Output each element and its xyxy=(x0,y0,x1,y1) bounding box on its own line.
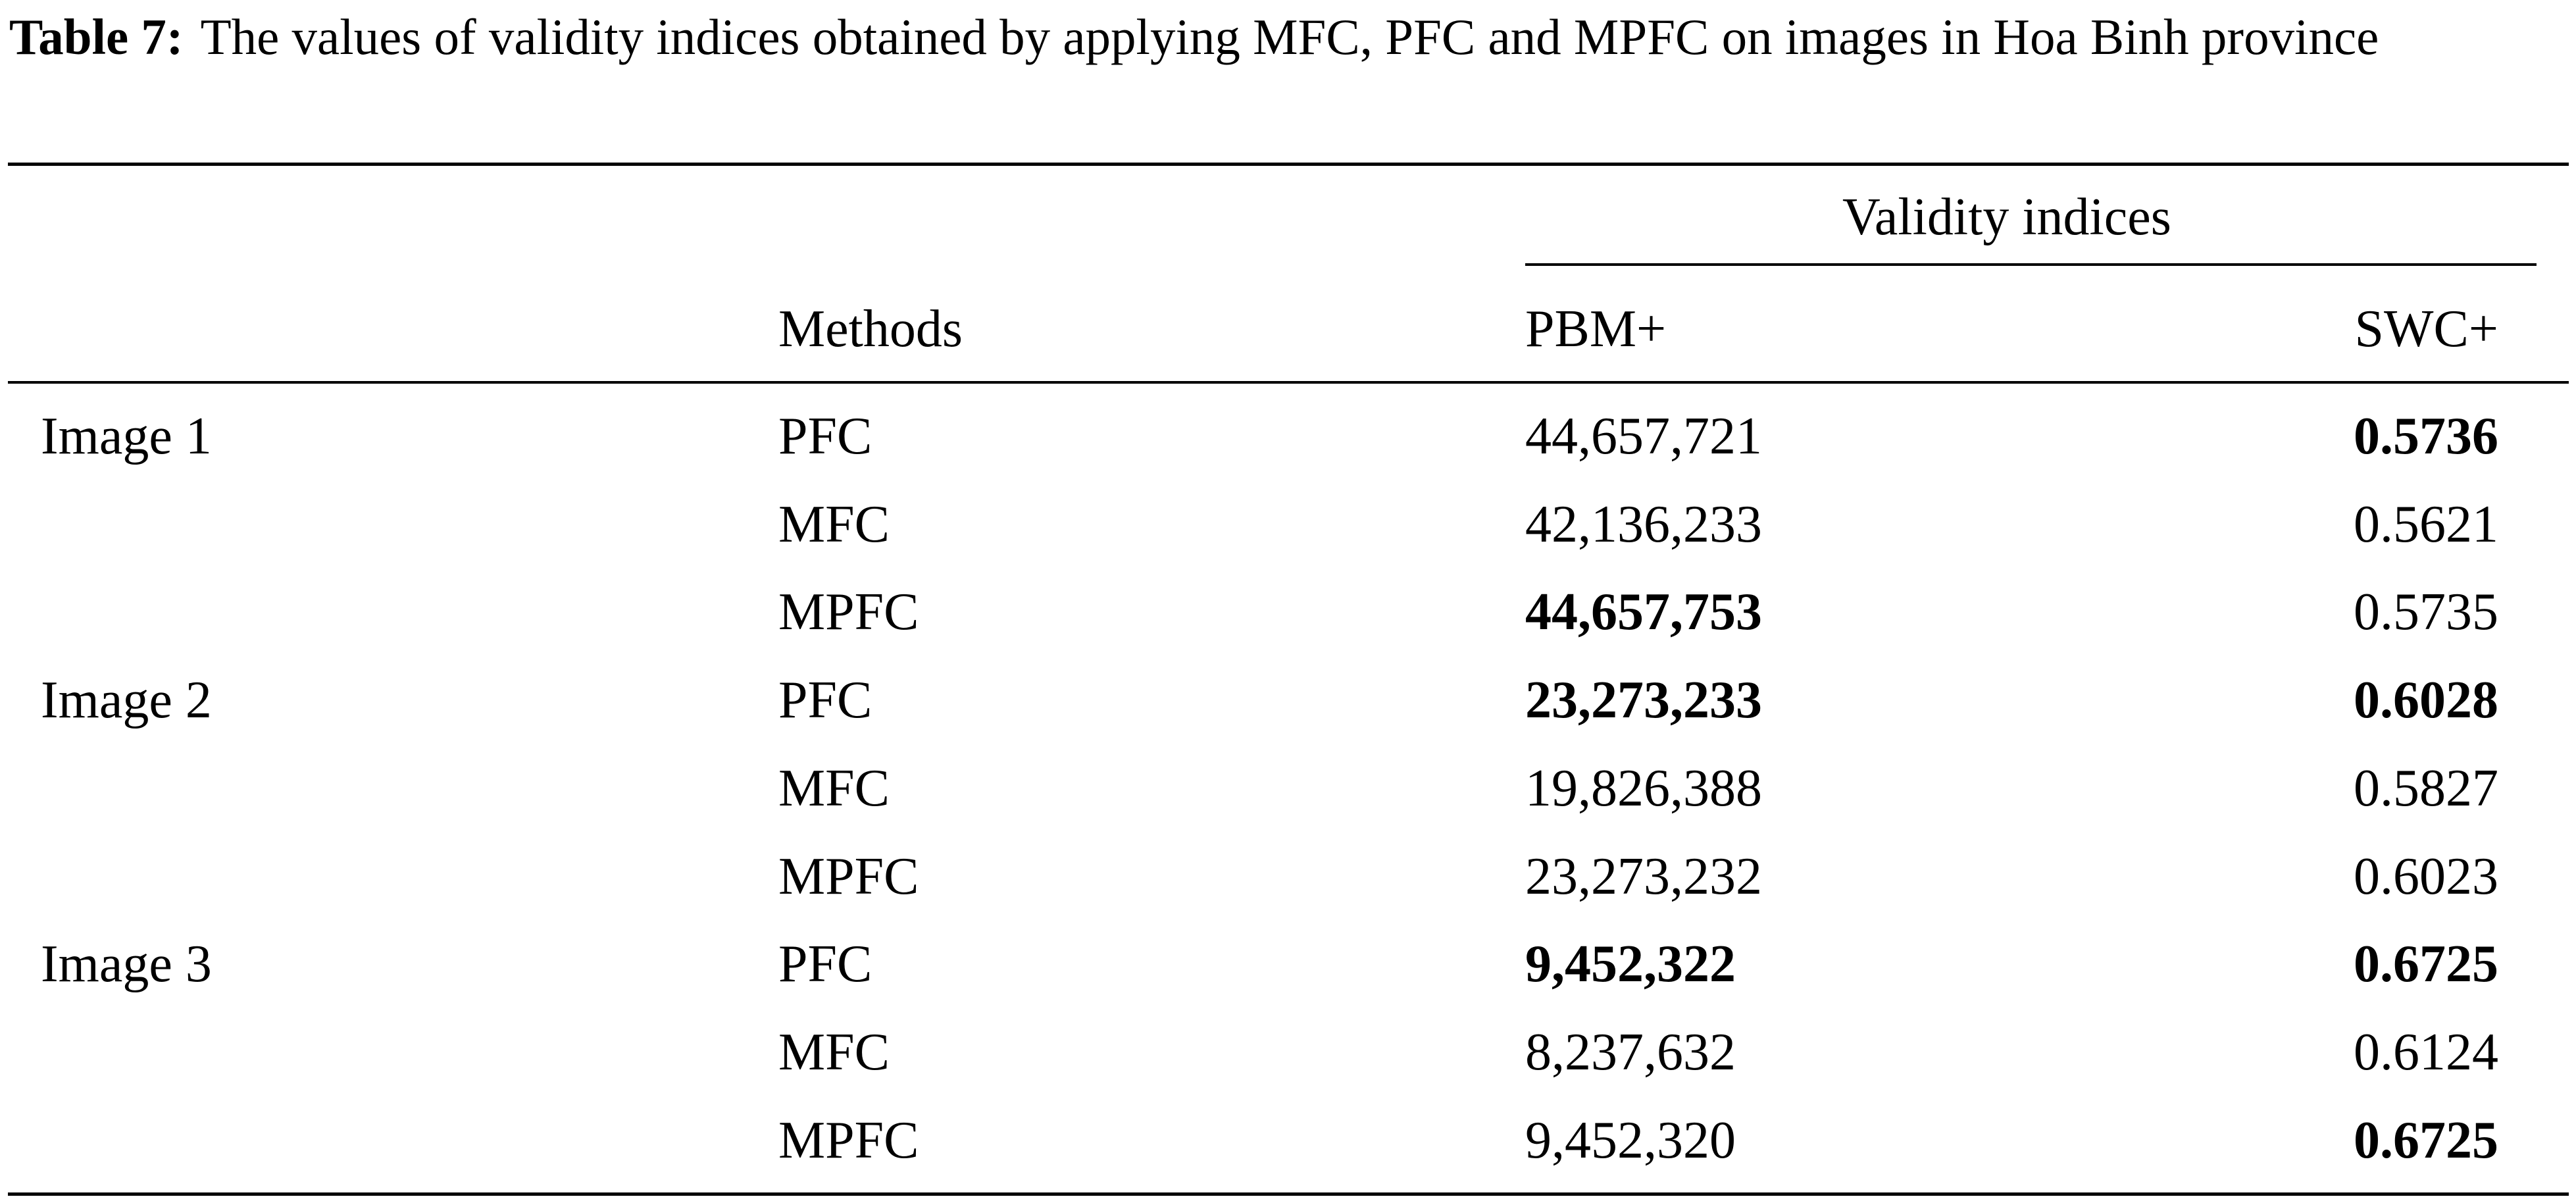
table-cell-method: MFC xyxy=(778,1023,890,1081)
table-cell-swc: 0.5621 xyxy=(2354,496,2498,553)
table-cell-swc: 0.6725 xyxy=(2354,935,2498,993)
table-cell-method: MFC xyxy=(778,496,890,553)
table-cell-swc: 0.5736 xyxy=(2354,407,2498,465)
table-cell-method: MPFC xyxy=(778,848,919,906)
column-header-methods: Methods xyxy=(778,300,963,358)
table-cell-swc: 0.6023 xyxy=(2354,848,2498,906)
table-cell-pbm: 23,273,233 xyxy=(1525,671,1762,729)
top-rule xyxy=(8,163,2569,166)
table-cell-method: PFC xyxy=(778,671,872,729)
bottom-rule xyxy=(8,1192,2569,1196)
table-cell-swc: 0.6124 xyxy=(2354,1023,2498,1081)
row-label-image-2: Image 2 xyxy=(41,671,212,729)
group-header-validity-indices: Validity indices xyxy=(1842,188,2171,246)
table-cell-method: PFC xyxy=(778,407,872,465)
table-cell-pbm: 9,452,322 xyxy=(1525,935,1736,993)
table-cell-swc: 0.6028 xyxy=(2354,671,2498,729)
caption-text: The values of validity indices obtained by applying MFC, PFC and MPFC on images in Hoa Binh province xyxy=(200,9,2379,65)
table-cell-pbm: 44,657,753 xyxy=(1525,583,1762,641)
table-cell-swc: 0.6725 xyxy=(2354,1112,2498,1169)
table-cell-method: MPFC xyxy=(778,1112,919,1169)
table-cell-pbm: 8,237,632 xyxy=(1525,1023,1736,1081)
table-cell-swc: 0.5827 xyxy=(2354,759,2498,817)
table-cell-method: MFC xyxy=(778,759,890,817)
column-header-swc: SWC+ xyxy=(2354,300,2498,358)
caption-label: Table 7: xyxy=(9,9,184,65)
row-label-image-3: Image 3 xyxy=(41,935,212,993)
group-header-rule xyxy=(1525,263,2537,266)
table-cell-pbm: 23,273,232 xyxy=(1525,848,1762,906)
row-label-image-1: Image 1 xyxy=(41,407,212,465)
table-cell-pbm: 9,452,320 xyxy=(1525,1112,1736,1169)
table-cell-pbm: 19,826,388 xyxy=(1525,759,1762,817)
table-cell-method: PFC xyxy=(778,935,872,993)
table-cell-pbm: 44,657,721 xyxy=(1525,407,1762,465)
table-cell-swc: 0.5735 xyxy=(2354,583,2498,641)
header-rule xyxy=(8,381,2569,384)
column-header-pbm: PBM+ xyxy=(1525,300,1667,358)
table-cell-method: MPFC xyxy=(778,583,919,641)
table-cell-pbm: 42,136,233 xyxy=(1525,496,1762,553)
table-caption xyxy=(9,4,2569,70)
